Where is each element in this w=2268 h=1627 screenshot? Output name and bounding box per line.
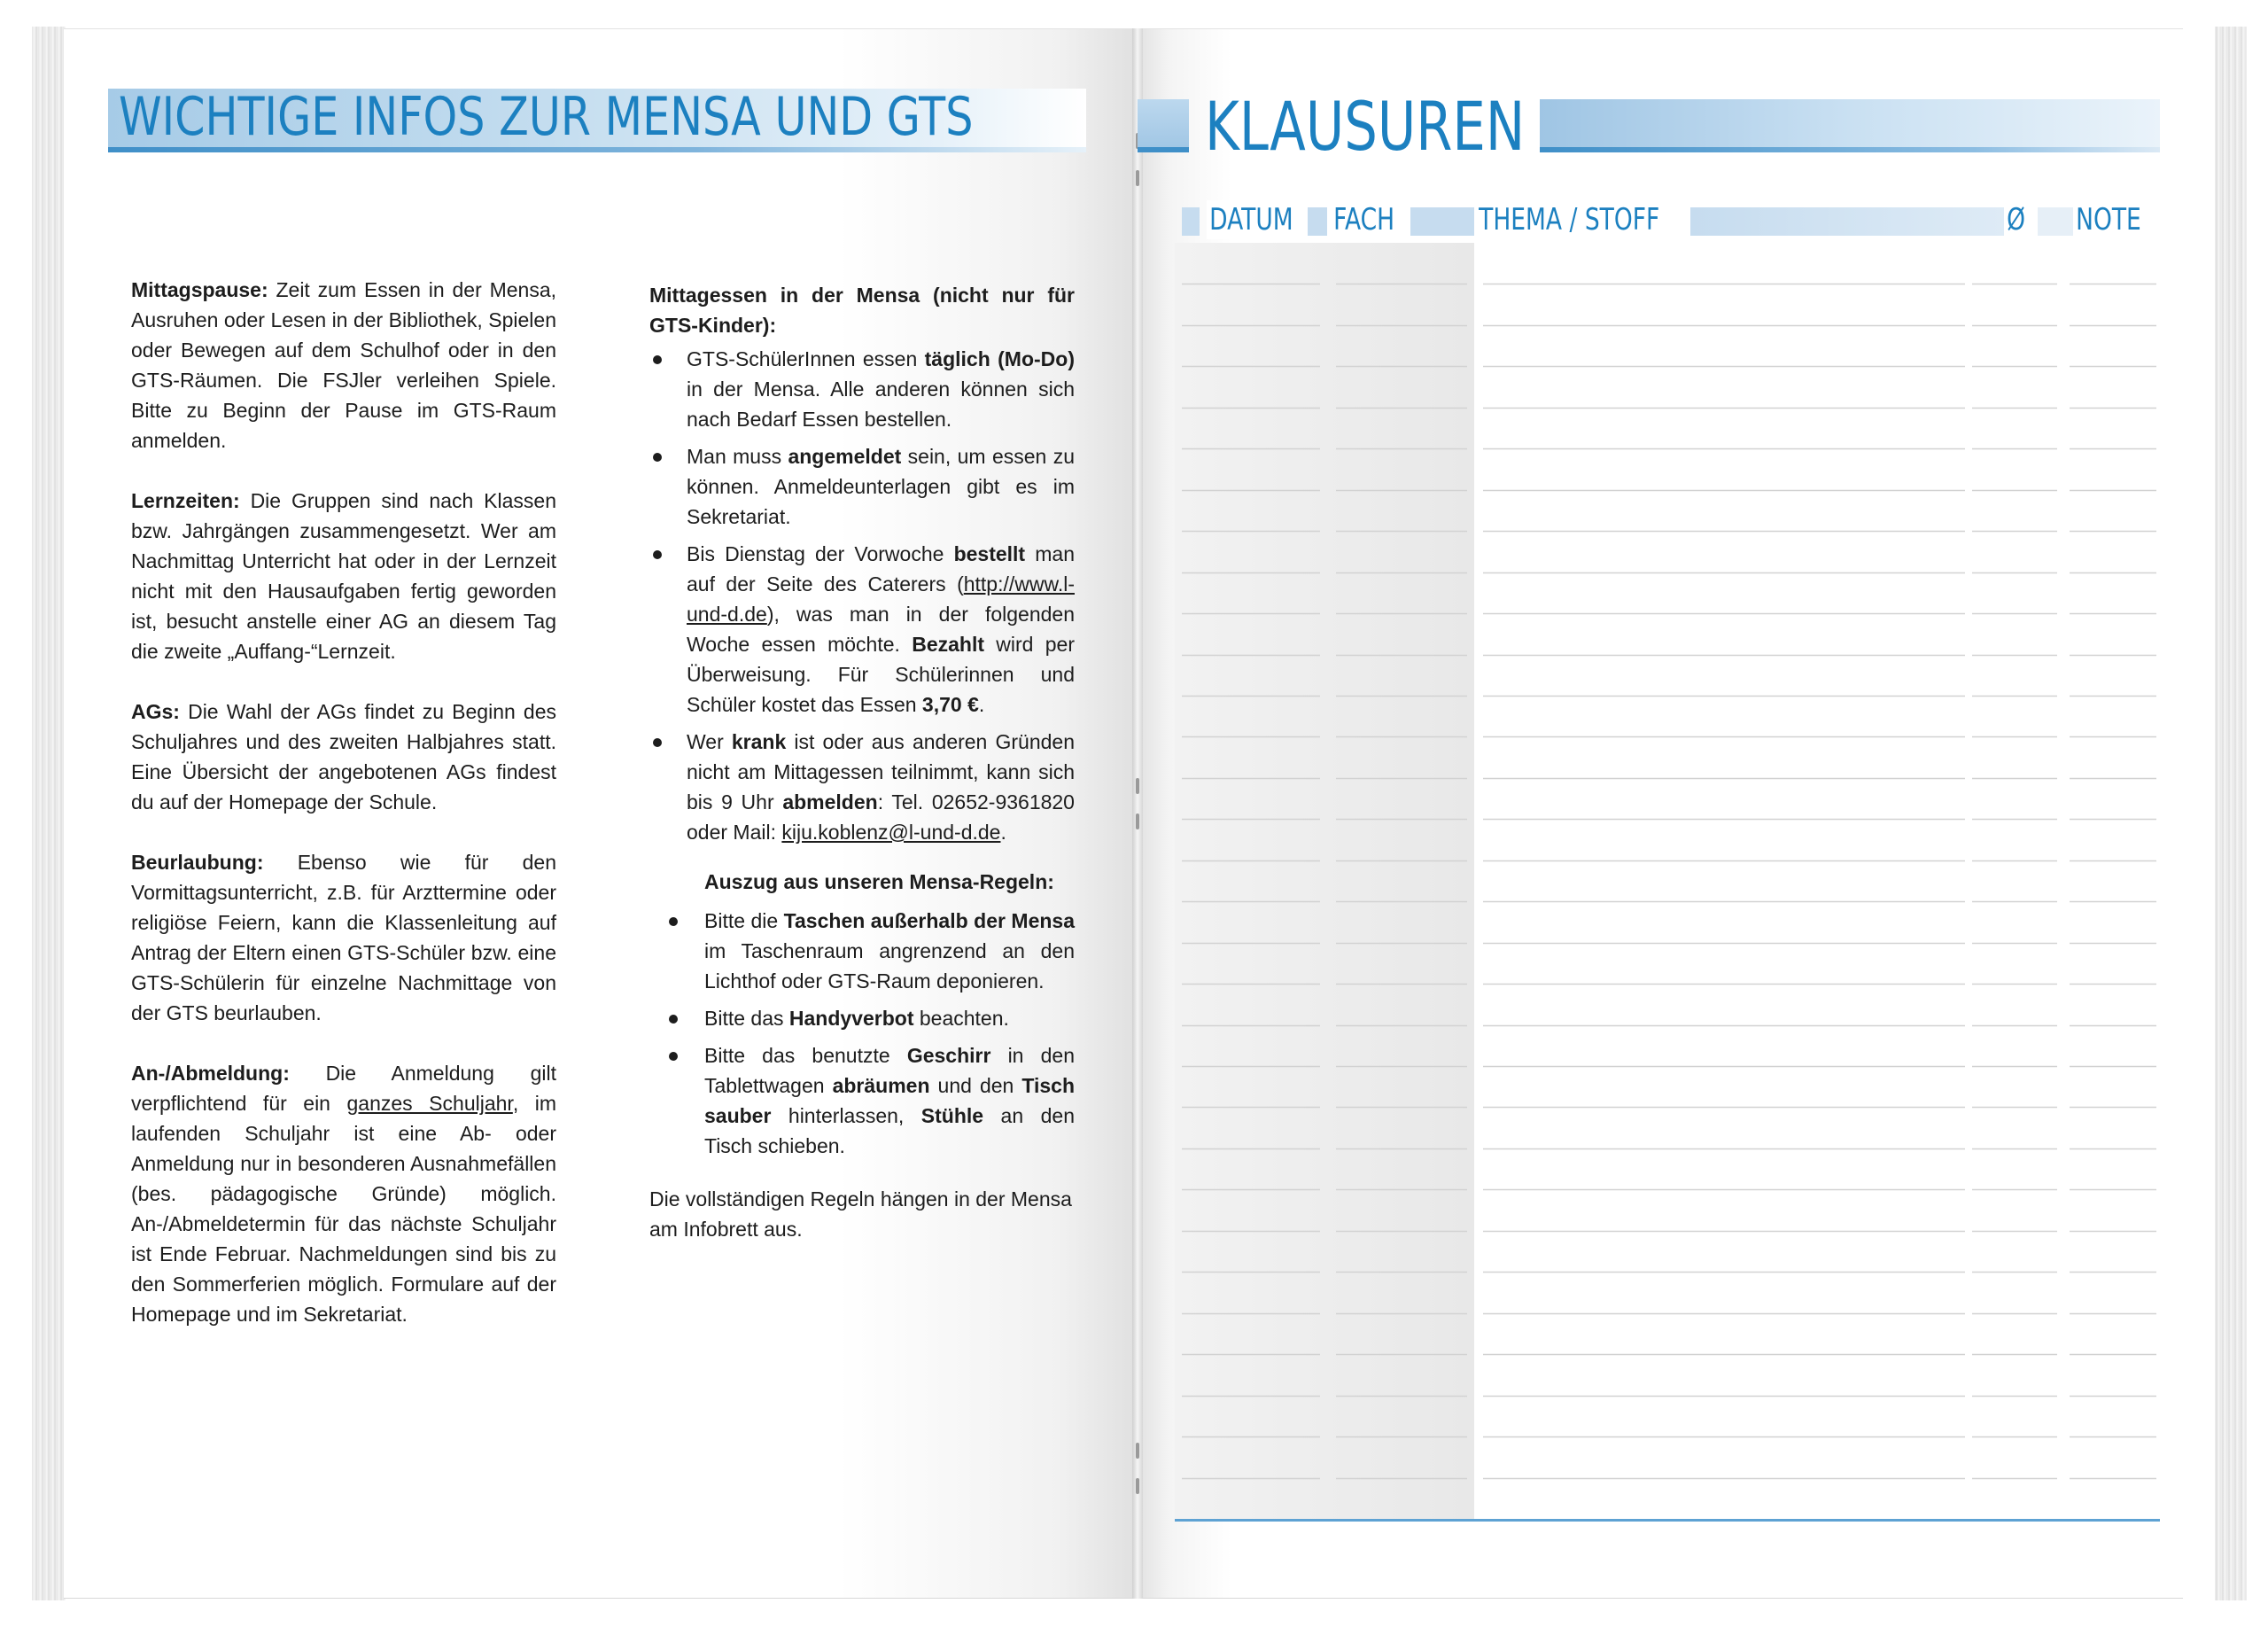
item-text: GTS-SchülerInnen essen — [687, 347, 925, 370]
item-text: an den Tisch schieben. — [704, 1104, 1075, 1157]
section-heading: AGs: — [131, 700, 180, 723]
item-bold: Bezahlt — [912, 633, 985, 656]
list-item — [649, 1040, 1075, 1161]
column-header-note: NOTE — [2073, 200, 2144, 239]
item-bold: täglich (Mo-Do) — [924, 347, 1075, 370]
item-bold: Geschirr — [906, 1044, 991, 1067]
item-bold: Handyverbot — [788, 1007, 914, 1030]
section-text: Die Gruppen sind nach Klassen bzw. Jahrgängen zusammengesetzt. Wer am Nachmittag Unterricht hat oder in der Lernzeit nicht mit den Hausaufgaben fertig geworden ist, besucht anstelle einer AG an diesem Tag die zweite „Auffang-“Lernzeit. — [131, 489, 556, 663]
binding-mark — [1136, 814, 1139, 829]
binding-mark — [1136, 1478, 1139, 1494]
right-header-underline-left — [1138, 147, 1189, 152]
item-bold: abräumen — [832, 1074, 930, 1097]
section-text: Die Wahl der AGs findet zu Beginn des Schuljahres und des zweiten Halbjahres statt. Eine Übersicht der angebotenen AGs findest du auf der Homepage der Schule. — [131, 700, 556, 814]
item-text: im Taschenraum angrenzend an den Lichthof oder GTS-Raum deponieren. — [704, 939, 1075, 993]
binding-mark — [1136, 1443, 1139, 1459]
item-text: Bitte die — [704, 909, 784, 932]
item-bold: bestellt — [953, 542, 1026, 565]
binding-mark — [1136, 778, 1139, 794]
item-text: Wer — [687, 730, 732, 753]
rules-heading: Auszug aus unseren Mensa-Regeln: — [704, 870, 1054, 893]
item-bold: Taschen außerhalb der Mensa — [783, 909, 1075, 932]
page-edges-right — [2215, 27, 2247, 1600]
list-item — [649, 441, 1075, 532]
header-block — [1182, 207, 1200, 236]
item-text: : Tel. 02652-9361820 oder Mail: — [687, 790, 1075, 844]
item-text: in den Tablettwagen — [704, 1044, 1076, 1097]
section-beurlaubung — [131, 847, 556, 1028]
item-text: Bitte das benutzte — [704, 1044, 907, 1067]
list-item — [649, 906, 1075, 996]
section-anmeldung — [131, 1058, 556, 1329]
price: 3,70 € — [921, 693, 979, 716]
item-text: beachten. — [913, 1007, 1009, 1030]
item-text: Bitte das — [704, 1007, 789, 1030]
section-text: , im laufenden Schuljahr ist eine Ab- oder Anmeldung nur in besonderen Ausnahmefällen (bes. pädagogische Gründe) möglich. An-/Abmeldetermin für das nächste Schuljahr ist Ende Februar. Nachmeldungen sind bis zu den Sommerferien möglich. Formulare auf der Homepage und im Sekretariat. — [131, 1092, 556, 1326]
section-lernzeiten — [131, 486, 556, 666]
closing-note: Die vollständigen Regeln hängen in der Mensa am Infobrett aus. — [649, 1187, 1072, 1241]
column-header-average: Ø — [2007, 202, 2025, 237]
column-header-thema: THEMA / STOFF — [1476, 200, 1662, 239]
item-bold: abmelden — [782, 790, 878, 814]
header-block — [1308, 207, 1327, 236]
item-bold: Stühle — [920, 1104, 984, 1127]
section-text: Die Anmeldung gilt verpflichtend für ein — [131, 1062, 556, 1115]
info-column-left — [131, 275, 556, 1359]
caterer-link[interactable]: http://www.l-und-d.de — [687, 572, 1075, 626]
page-edges-left — [32, 27, 66, 1600]
item-text: in der Mensa. Alle anderen können sich nach Bedarf Essen bestellen. — [687, 378, 1075, 431]
item-text: . — [1000, 821, 1006, 844]
section-mittagspause — [131, 275, 556, 455]
section-heading: Mittagspause: — [131, 278, 268, 301]
item-text: . — [978, 693, 985, 716]
item-text: wird per Überweisung. Für Schülerinnen und Schüler kostet das Essen — [687, 633, 1075, 716]
klausuren-table — [1175, 243, 2160, 1519]
item-text: Man muss — [687, 445, 788, 468]
table-row-lines — [1175, 243, 2160, 1519]
list-item — [649, 1003, 1075, 1033]
email-link[interactable]: kiju.koblenz@l-und-d.de — [781, 821, 1001, 844]
mensa-bullet-list — [649, 344, 1075, 847]
item-text: hinterlassen, — [771, 1104, 921, 1127]
item-text: Bis Dienstag der Vorwoche — [687, 542, 954, 565]
section-text: Zeit zum Essen in der Mensa, Ausruhen oder Lesen in der Bibliothek, Spielen oder Bewegen auf dem Schulhof oder in den GTS-Räumen. Die FSJler verleihen Spiele. Bitte zu Beginn der Pause im GTS-Raum anmelden. — [131, 278, 556, 452]
underlined-text: ganzes Schuljahr — [346, 1092, 513, 1115]
item-bold: angemeldet — [788, 445, 902, 468]
page-title: WICHTIGE INFOS ZUR MENSA UND GTS — [119, 86, 974, 148]
list-item — [649, 539, 1075, 720]
rules-bullet-list — [649, 906, 1075, 1161]
header-block — [1410, 207, 1474, 236]
list-item — [649, 344, 1075, 434]
section-heading: An-/Abmeldung: — [131, 1062, 290, 1085]
right-header-underline-right — [1540, 147, 2160, 152]
item-text: man auf der Seite des Caterers ( — [687, 542, 1075, 596]
section-text: Ebenso wie für den Vormittagsunterricht, z.B. für Arzttermine oder religiöse Feiern, kann die Klassenleitung auf Antrag der Eltern einen GTS-Schüler bzw. eine GTS-Schülerin für einzelne Nachmittage von der GTS beurlauben. — [131, 851, 556, 1024]
table-bottom-rule — [1175, 1519, 2160, 1522]
header-block — [2038, 207, 2073, 236]
binding-mark — [1136, 170, 1139, 186]
item-text: ist oder aus anderen Gründen nicht am Mittagessen teilnimmt, kann sich bis 9 Uhr — [687, 730, 1075, 814]
header-block — [1690, 207, 2004, 236]
right-header-bar-left — [1138, 99, 1189, 152]
mensa-heading: Mittagessen in der Mensa (nicht nur für GTS-Kinder): — [649, 284, 1075, 337]
item-text: ), was man in der folgenden Woche essen möchte. — [687, 603, 1075, 656]
section-ags — [131, 697, 556, 817]
column-header-fach: FACH — [1331, 200, 1397, 239]
list-item — [649, 727, 1075, 847]
column-header-datum: DATUM — [1207, 200, 1296, 239]
info-column-mensa — [649, 280, 1075, 1274]
klausuren-title: KLAUSUREN — [1205, 87, 1526, 166]
item-bold: krank — [731, 730, 787, 753]
section-heading: Lernzeiten: — [131, 489, 240, 512]
item-text: sein, um essen zu können. Anmeldeunterlagen gibt es im Sekretariat. — [687, 445, 1075, 528]
right-header-bar-right — [1540, 99, 2160, 152]
section-heading: Beurlaubung: — [131, 851, 264, 874]
item-text: und den — [929, 1074, 1022, 1097]
item-bold: Tisch sauber — [704, 1074, 1076, 1127]
